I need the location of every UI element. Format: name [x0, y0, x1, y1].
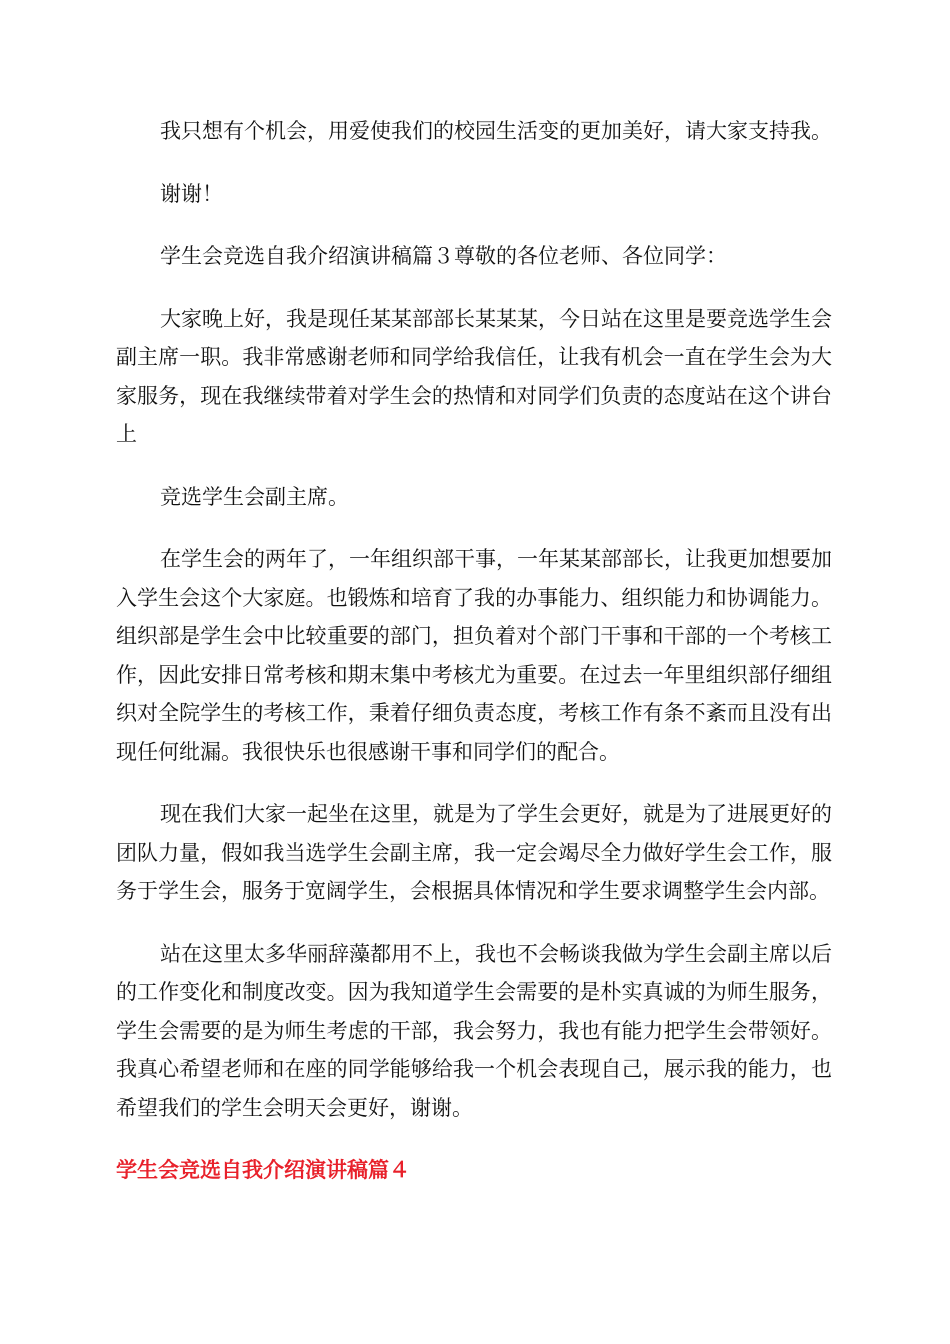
paragraph-candidacy: 竞选学生会副主席。 [160, 484, 349, 509]
paragraph-speech-3-greeting: 学生会竞选自我介绍演讲稿篇３尊敬的各位老师、各位同学： [160, 244, 727, 268]
paragraph-experience: 在学生会的两年了，一年组织部干事，一年某某部部长，让我更加想要加入学生会这个大家庭。也锻炼和培育了我的办事能力、组织能力和协调能力。组织部是学生会中比较重要的部门，担负着对个部门干事和干部的一个考核工作，因此安排日常考核和期末集中考核尤为重要。在过去一年里组织部仔细组织对全院学生的考核工作，秉着仔细负责态度，考核工作有条不紊而且没有出现任何纰漏。我很快乐也很感谢干事和同学们的配合。 [116, 547, 832, 764]
paragraph-thanks: 谢谢！ [160, 181, 223, 206]
section-heading: 学生会竞选自我介绍演讲稿篇４ [116, 1158, 410, 1182]
paragraph-introduction: 大家晚上好，我是现任某某部部长某某某，今日站在这里是要竞选学生会副主席一职。我非常感谢老师和同学给我信任，让我有机会一直在学生会为大家服务，现在我继续带着对学生会的热情和对同学们负责的态度站在这个讲台上 [116, 306, 832, 446]
document-page [116, 112, 832, 1190]
paragraph-conclusion: 站在这里太多华丽辞藻都用不上，我也不会畅谈我做为学生会副主席以后的工作变化和制度改变。因为我知道学生会需要的是朴实真诚的为师生服务，学生会需要的是为师生考虑的干部，我会努力，我也有能力把学生会带领好。我真心希望老师和在座的同学能够给我一个机会表现自己，展示我的能力，也希望我们的学生会明天会更好，谢谢。 [116, 941, 832, 1120]
paragraph-closing-request: 我只想有个机会，用爱使我们的校园生活变的更加美好，请大家支持我。 [160, 119, 832, 143]
paragraph-commitment: 现在我们大家一起坐在这里，就是为了学生会更好，就是为了进展更好的团队力量，假如我当选学生会副主席，我一定会竭尽全力做好学生会工作，服务于学生会，服务于宽阔学生，会根据具体情况和学生要求调整学生会内部。 [116, 802, 832, 903]
